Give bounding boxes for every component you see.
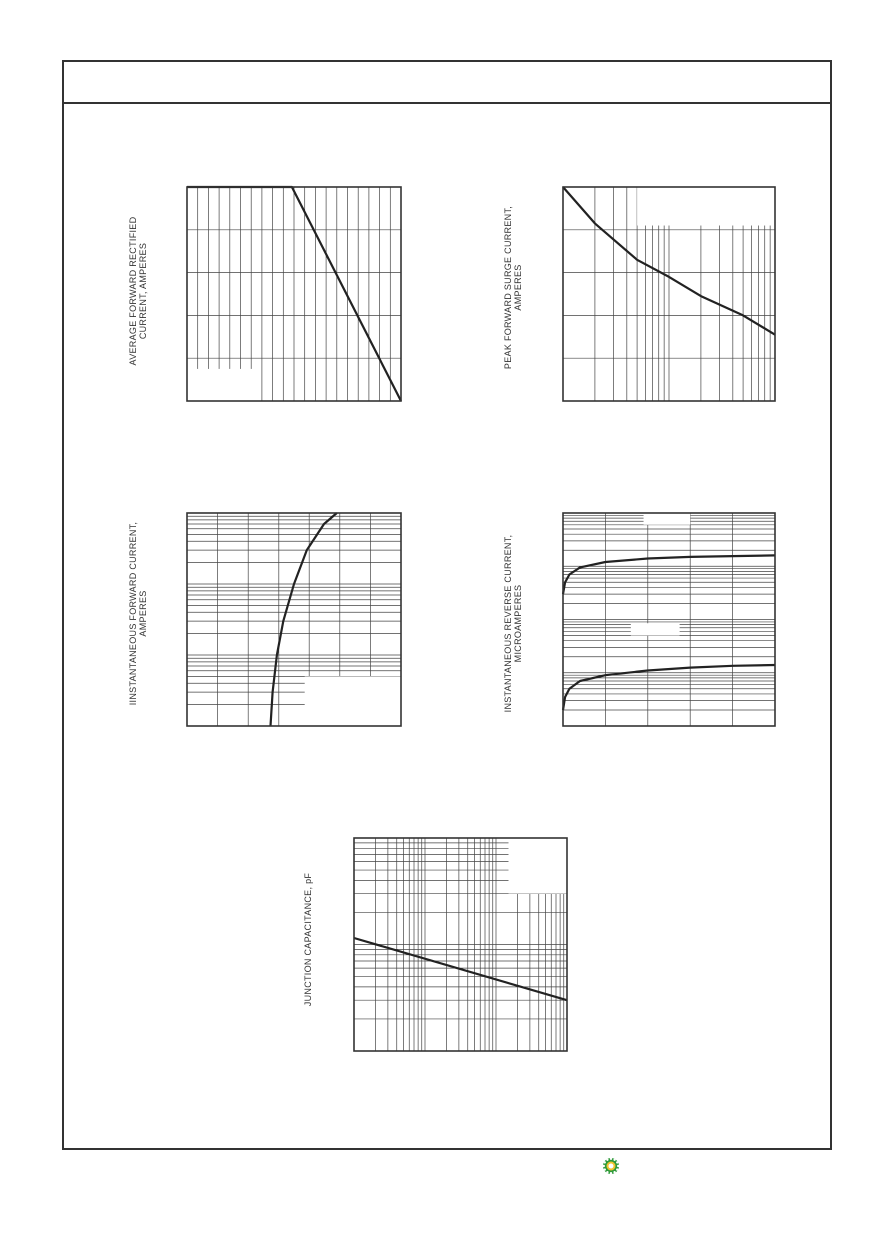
chart-junction-capacitance xyxy=(354,838,567,1051)
chart-1-ylabel-line1: AVERAGE FORWARD RECTIFIED xyxy=(128,216,138,366)
chart-4-ylabel-line1: INSTANTANEOUS REVERSE CURRENT, xyxy=(503,534,513,713)
logo-dot xyxy=(613,1171,615,1173)
logo-dot xyxy=(610,1172,612,1174)
chart-3-ylabel-line2: AMPERES xyxy=(138,590,148,637)
logo-dot xyxy=(616,1168,618,1170)
logo-dot xyxy=(616,1161,618,1163)
logo-dot xyxy=(604,1161,606,1163)
chart-4-ylabel xyxy=(503,521,523,726)
chart-5-ylabel-line1: JUNCTION CAPACITANCE, pF xyxy=(303,872,313,1007)
chart-5-ylabel xyxy=(303,862,313,1017)
logo-dot xyxy=(617,1165,619,1167)
legend-inset-box xyxy=(509,838,567,894)
logo-dot xyxy=(610,1158,612,1160)
chart-3-ylabel-line1: IINSTANTANEOUS FORWARD CURRENT, xyxy=(128,521,138,706)
chart-4-ylabel-line2: MICROAMPERES xyxy=(513,584,523,663)
logo-dot xyxy=(604,1168,606,1170)
legend-inset-box xyxy=(644,513,691,525)
logo-dot xyxy=(606,1171,608,1173)
logo-dot xyxy=(606,1159,608,1161)
chart-2-ylabel-line1: PEAK FORWARD SURGE CURRENT, xyxy=(503,205,513,370)
chart-1-ylabel xyxy=(128,206,148,376)
header-divider xyxy=(62,102,832,104)
chart-1-ylabel-line2: CURRENT, AMPERES xyxy=(138,242,148,340)
chart-3-ylabel xyxy=(128,511,148,716)
chart-instantaneous-forward-current xyxy=(187,513,401,726)
chart-peak-forward-surge xyxy=(563,187,775,401)
legend-inset-box xyxy=(305,676,401,726)
legend-inset-box xyxy=(187,369,260,401)
legend-inset-box xyxy=(631,623,680,635)
logo-dot xyxy=(613,1159,615,1161)
chart-instantaneous-reverse-current xyxy=(563,513,775,726)
logo-center xyxy=(609,1164,614,1169)
chart-2-ylabel-line2: AMPERES xyxy=(513,264,523,311)
logo-dot xyxy=(603,1165,605,1167)
legend-inset-box xyxy=(637,187,775,226)
chart-average-forward-current xyxy=(187,187,401,401)
company-logo-icon xyxy=(602,1157,620,1175)
chart-2-ylabel xyxy=(503,195,523,380)
